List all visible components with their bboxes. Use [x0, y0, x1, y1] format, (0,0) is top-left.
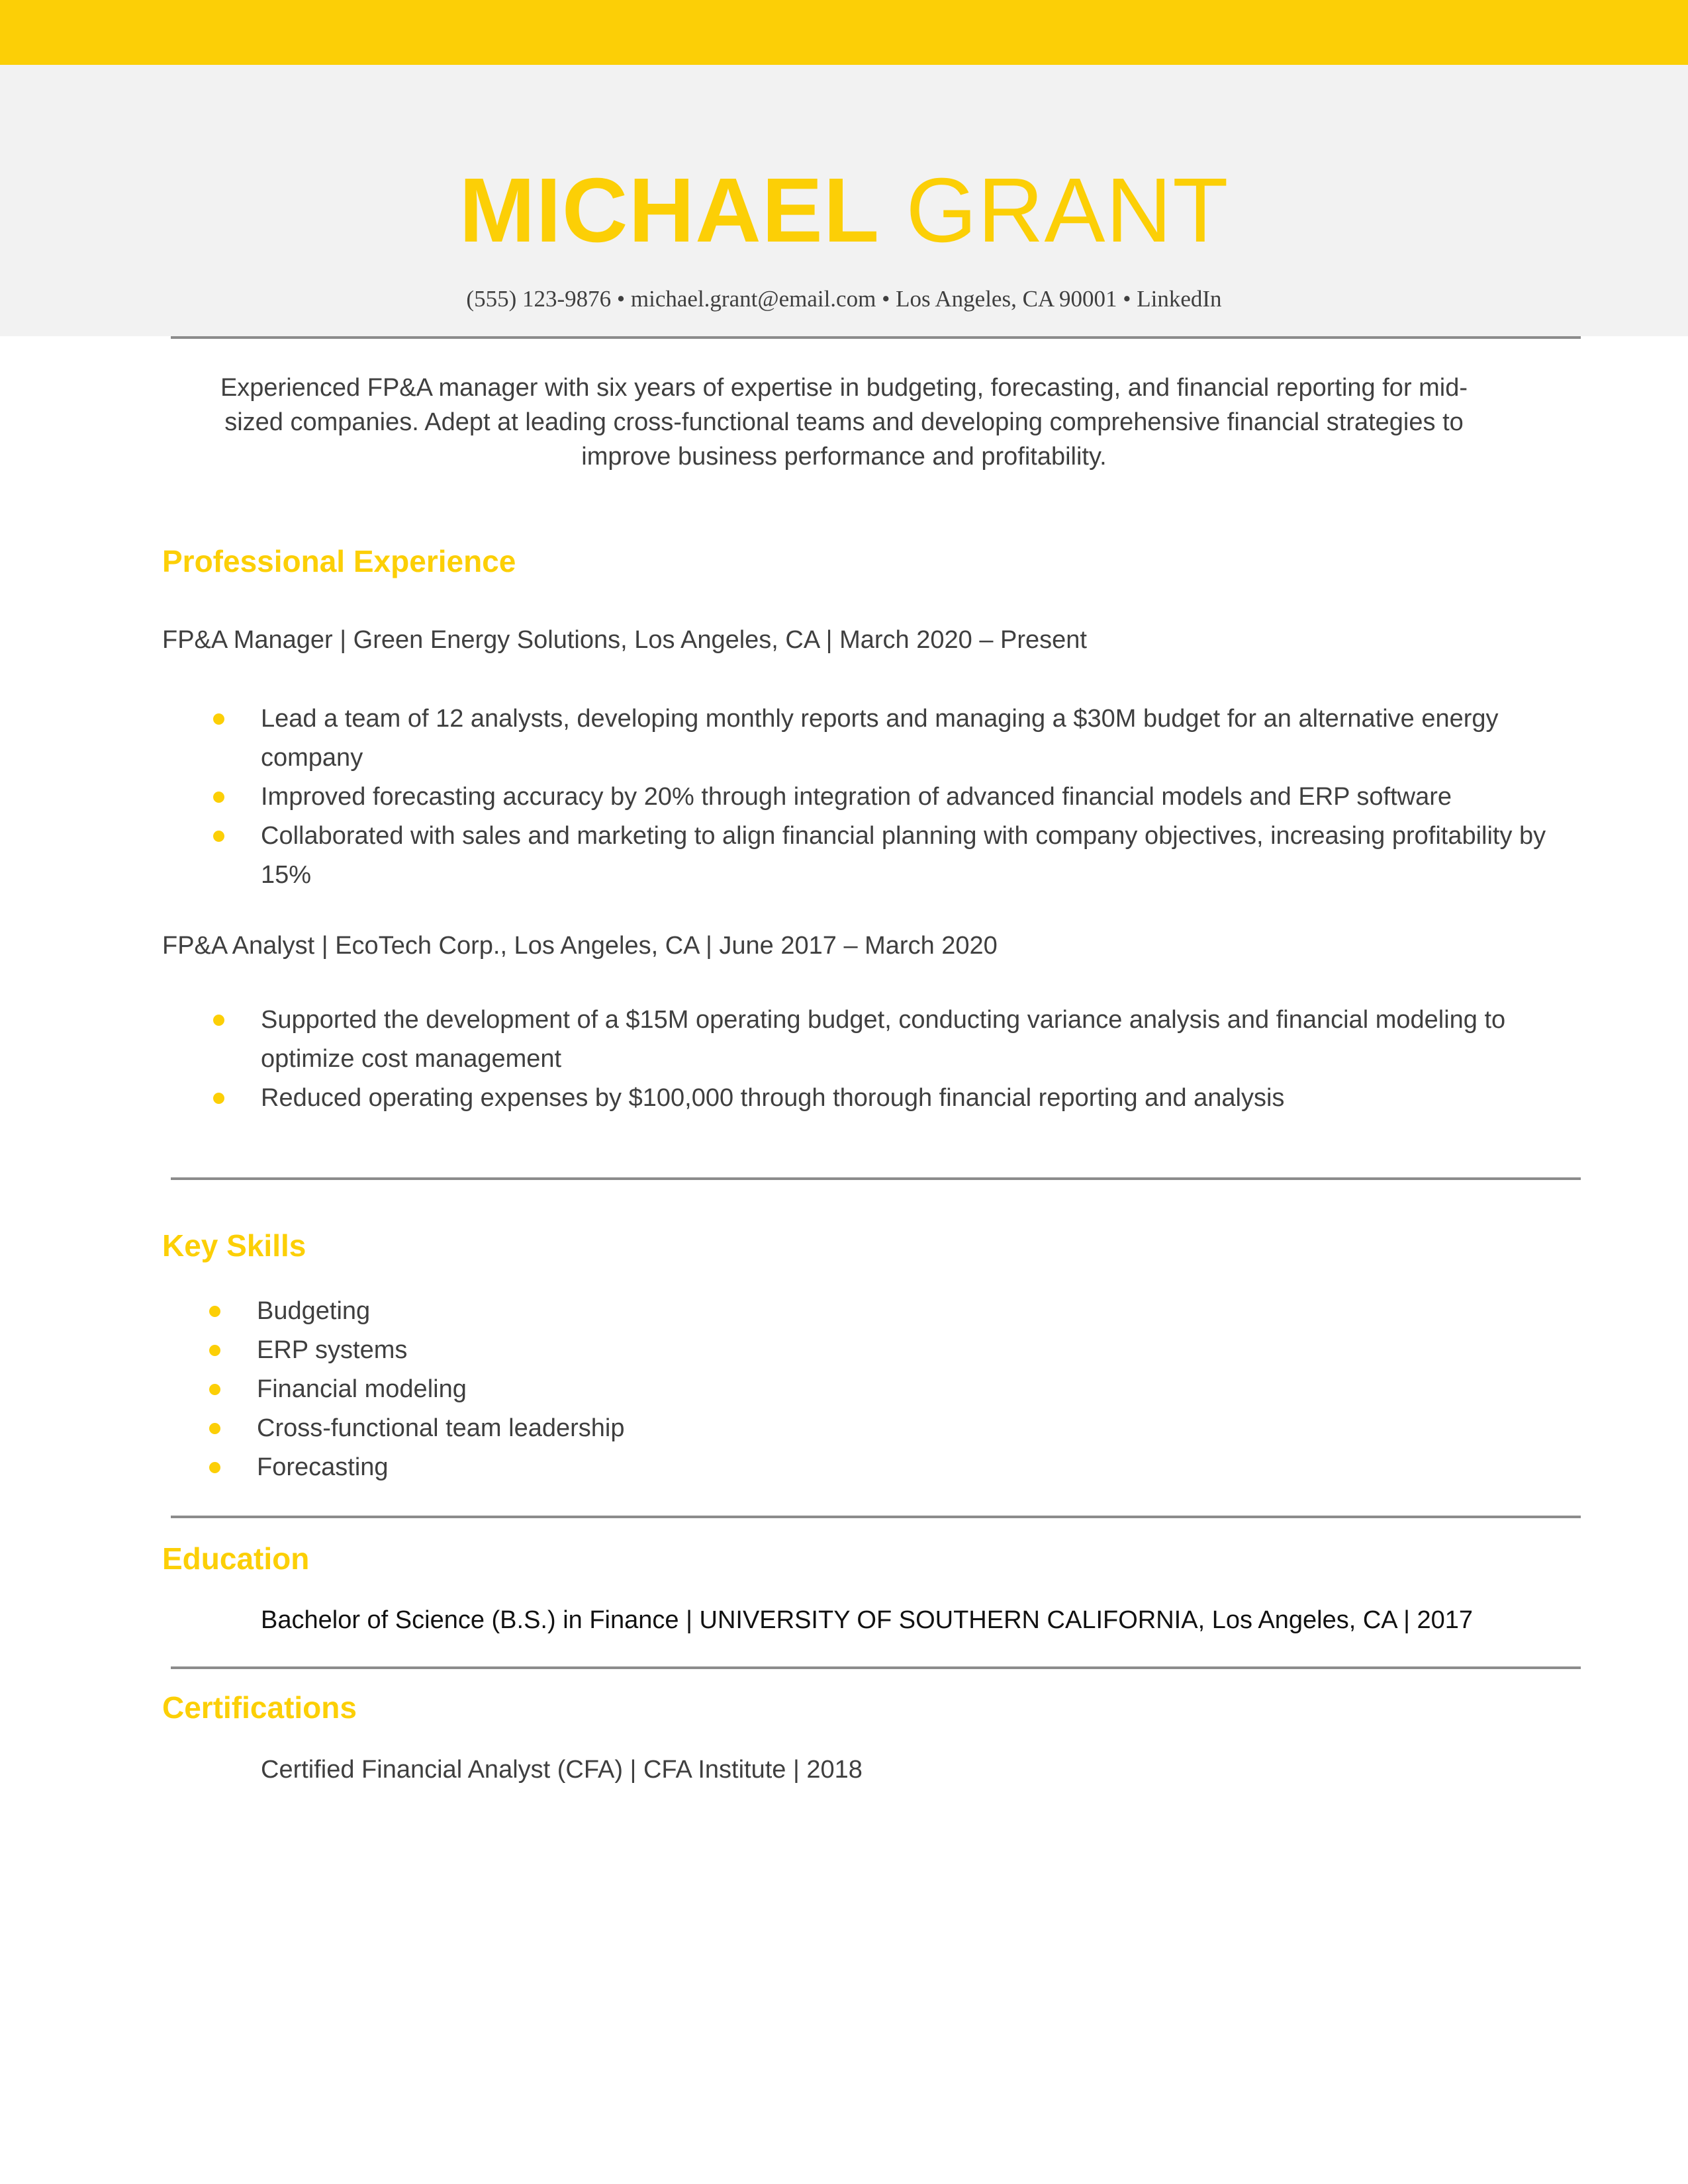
list-item	[0, 700, 1581, 778]
bullet-icon	[209, 1384, 220, 1395]
last-name: GRANT	[906, 159, 1229, 261]
bullet-text: Supported the development of a $15M operating budget, conducting variance analysis and financial modeling to optimize cost management	[261, 1006, 1506, 1073]
list-item	[0, 1448, 919, 1487]
divider	[171, 336, 1581, 339]
bullet-text: Collaborated with sales and marketing to align financial planning with company objectives, increasing profitability by 15%	[261, 822, 1546, 889]
section-title-certifications: Certifications	[162, 1690, 357, 1725]
contact-info: (555) 123-9876 • michael.grant@email.com • Los Angeles, CA 90001 • LinkedIn	[466, 286, 1222, 312]
divider	[171, 1177, 1581, 1180]
list-item	[0, 817, 1581, 895]
skills-list	[0, 1292, 919, 1487]
candidate-name	[0, 158, 1688, 263]
certification-entry: Certified Financial Analyst (CFA) | CFA Institute | 2018	[261, 1756, 863, 1784]
job-heading: FP&A Manager | Green Energy Solutions, Los Angeles, CA | March 2020 – Present	[162, 626, 1087, 654]
skill-text: Forecasting	[257, 1453, 389, 1481]
section-title-experience: Professional Experience	[162, 544, 516, 578]
bullet-text: Reduced operating expenses by $100,000 through thorough financial reporting and analysis	[261, 1084, 1285, 1112]
bullet-icon	[213, 792, 224, 803]
bullet-icon	[213, 831, 224, 842]
list-item	[0, 1292, 919, 1331]
first-name: MICHAEL	[459, 159, 880, 261]
job-heading: FP&A Analyst | EcoTech Corp., Los Angeles, CA | June 2017 – March 2020	[162, 932, 998, 960]
bullet-icon	[213, 1015, 224, 1026]
skill-text: ERP systems	[257, 1336, 408, 1364]
bullet-icon	[209, 1345, 220, 1356]
list-item	[0, 1331, 919, 1370]
education-entry: Bachelor of Science (B.S.) in Finance | UNIVERSITY OF SOUTHERN CALIFORNIA, Los Angeles, CA | 2017	[261, 1606, 1474, 1634]
bullet-icon	[209, 1423, 220, 1434]
skill-text: Cross-functional team leadership	[257, 1414, 625, 1442]
bullet-icon	[213, 713, 224, 725]
list-item	[0, 1370, 919, 1409]
list-item	[0, 1079, 1581, 1118]
summary: Experienced FP&A manager with six years of expertise in budgeting, forecasting, and financial reporting for mid-sized companies. Adept at leading cross-functional teams and developing comprehensive financial strategies to improve business performance and profitability.	[220, 374, 1468, 471]
top-accent-bar	[0, 0, 1688, 65]
bullet-text: Improved forecasting accuracy by 20% through integration of advanced financial models and ERP software	[261, 783, 1452, 811]
job-bullets	[0, 700, 1581, 895]
divider	[171, 1516, 1581, 1518]
bullet-text: Lead a team of 12 analysts, developing monthly reports and managing a $30M budget for an alternative energy company	[261, 705, 1499, 772]
skill-text: Budgeting	[257, 1297, 371, 1325]
bullet-icon	[209, 1462, 220, 1473]
skill-text: Financial modeling	[257, 1375, 467, 1403]
section-title-education: Education	[162, 1541, 310, 1576]
divider	[171, 1666, 1581, 1669]
list-item	[0, 1409, 919, 1448]
list-item	[0, 1001, 1581, 1079]
job-bullets	[0, 1001, 1581, 1118]
section-title-skills: Key Skills	[162, 1228, 306, 1263]
bullet-icon	[213, 1093, 224, 1104]
bullet-icon	[209, 1306, 220, 1317]
list-item	[0, 778, 1581, 817]
